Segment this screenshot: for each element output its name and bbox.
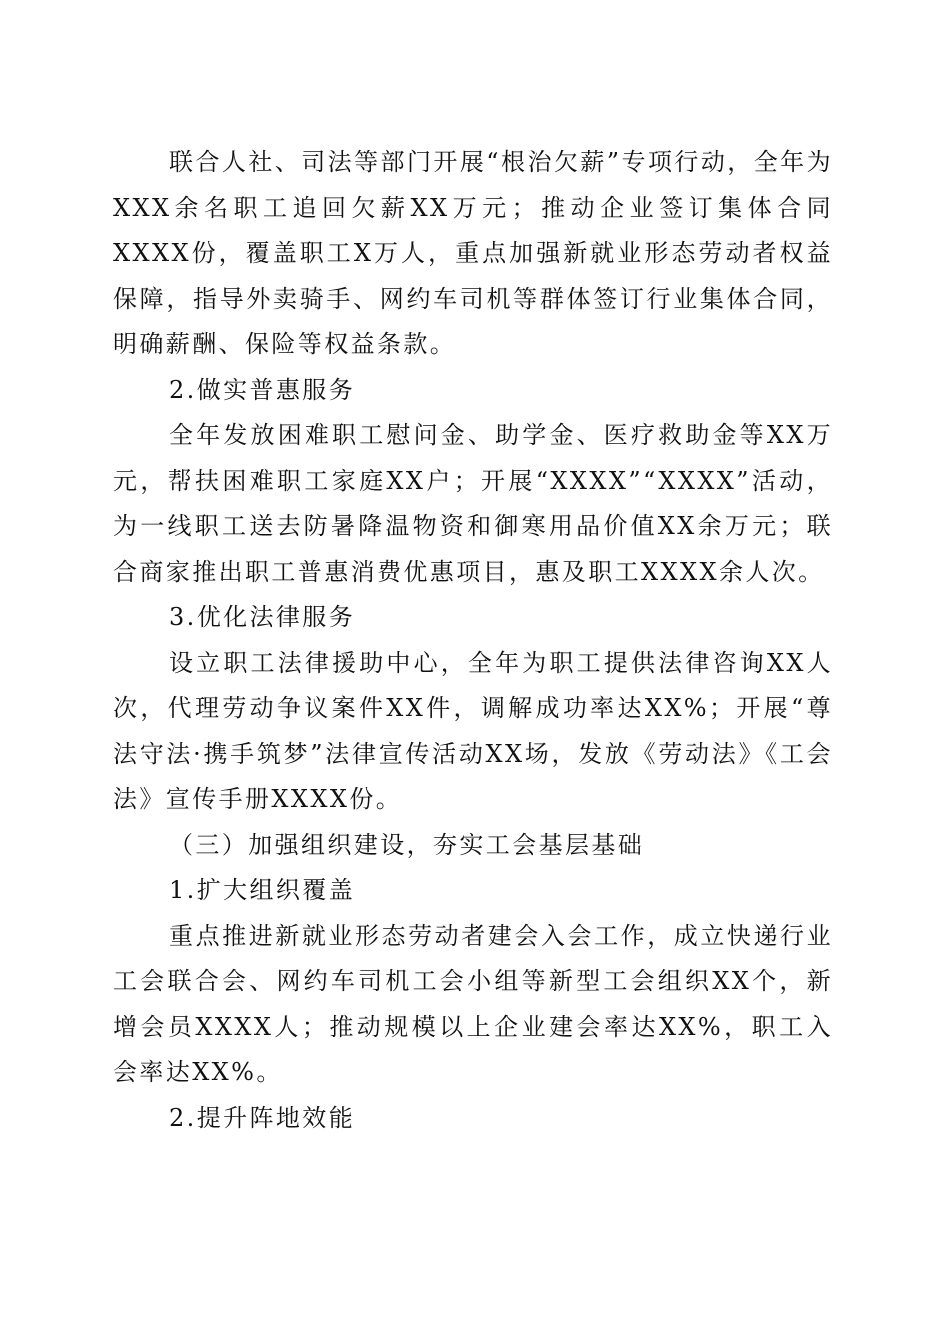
heading-legal-services: 3.优化法律服务 xyxy=(169,603,356,631)
paragraph-inclusive-services: 全年发放困难职工慰问金、助学金、医疗救助金等XX万元，帮扶困难职工家庭XX户；开展“XXXX”“XXXX”活动，为一线职工送去防暑降温物资和御寒用品价值XX余万元；联合商家推出职工普惠消费优惠项目，惠及职工XXXX余人次。 xyxy=(113,421,833,586)
heading-improve-facilities: 2.提升阵地效能 xyxy=(169,1103,356,1132)
heading-expand-coverage: 1.扩大组织覆盖 xyxy=(169,876,356,904)
heading-organization-building: （三）加强组织建设，夯实工会基层基础 xyxy=(169,830,645,859)
paragraph-wage-arrears: 联合人社、司法等部门开展“根治欠薪”专项行动，全年为XXX余名职工追回欠薪XX万元；推动企业签订集体合同XXXX份，覆盖职工X万人，重点加强新就业形态劳动者权益保障，指导外卖骑手、网约车司机等群体签订行业集体合同，明确薪酬、保险等权益条款。 xyxy=(113,148,833,358)
document-body xyxy=(113,140,833,1141)
paragraph-expand-coverage: 重点推进新就业形态劳动者建会入会工作，成立快递行业工会联合会、网约车司机工会小组等新型工会组织XX个，新增会员XXXX人；推动规模以上企业建会率达XX%，职工入会率达XX%。 xyxy=(113,921,833,1086)
heading-inclusive-services: 2.做实普惠服务 xyxy=(169,375,356,404)
paragraph-legal-services: 设立职工法律援助中心，全年为职工提供法律咨询XX人次，代理劳动争议案件XX件，调解成功率达XX%；开展“尊法守法·携手筑梦”法律宣传活动XX场，发放《劳动法》《工会法》宣传手册XXXX份。 xyxy=(113,648,833,813)
